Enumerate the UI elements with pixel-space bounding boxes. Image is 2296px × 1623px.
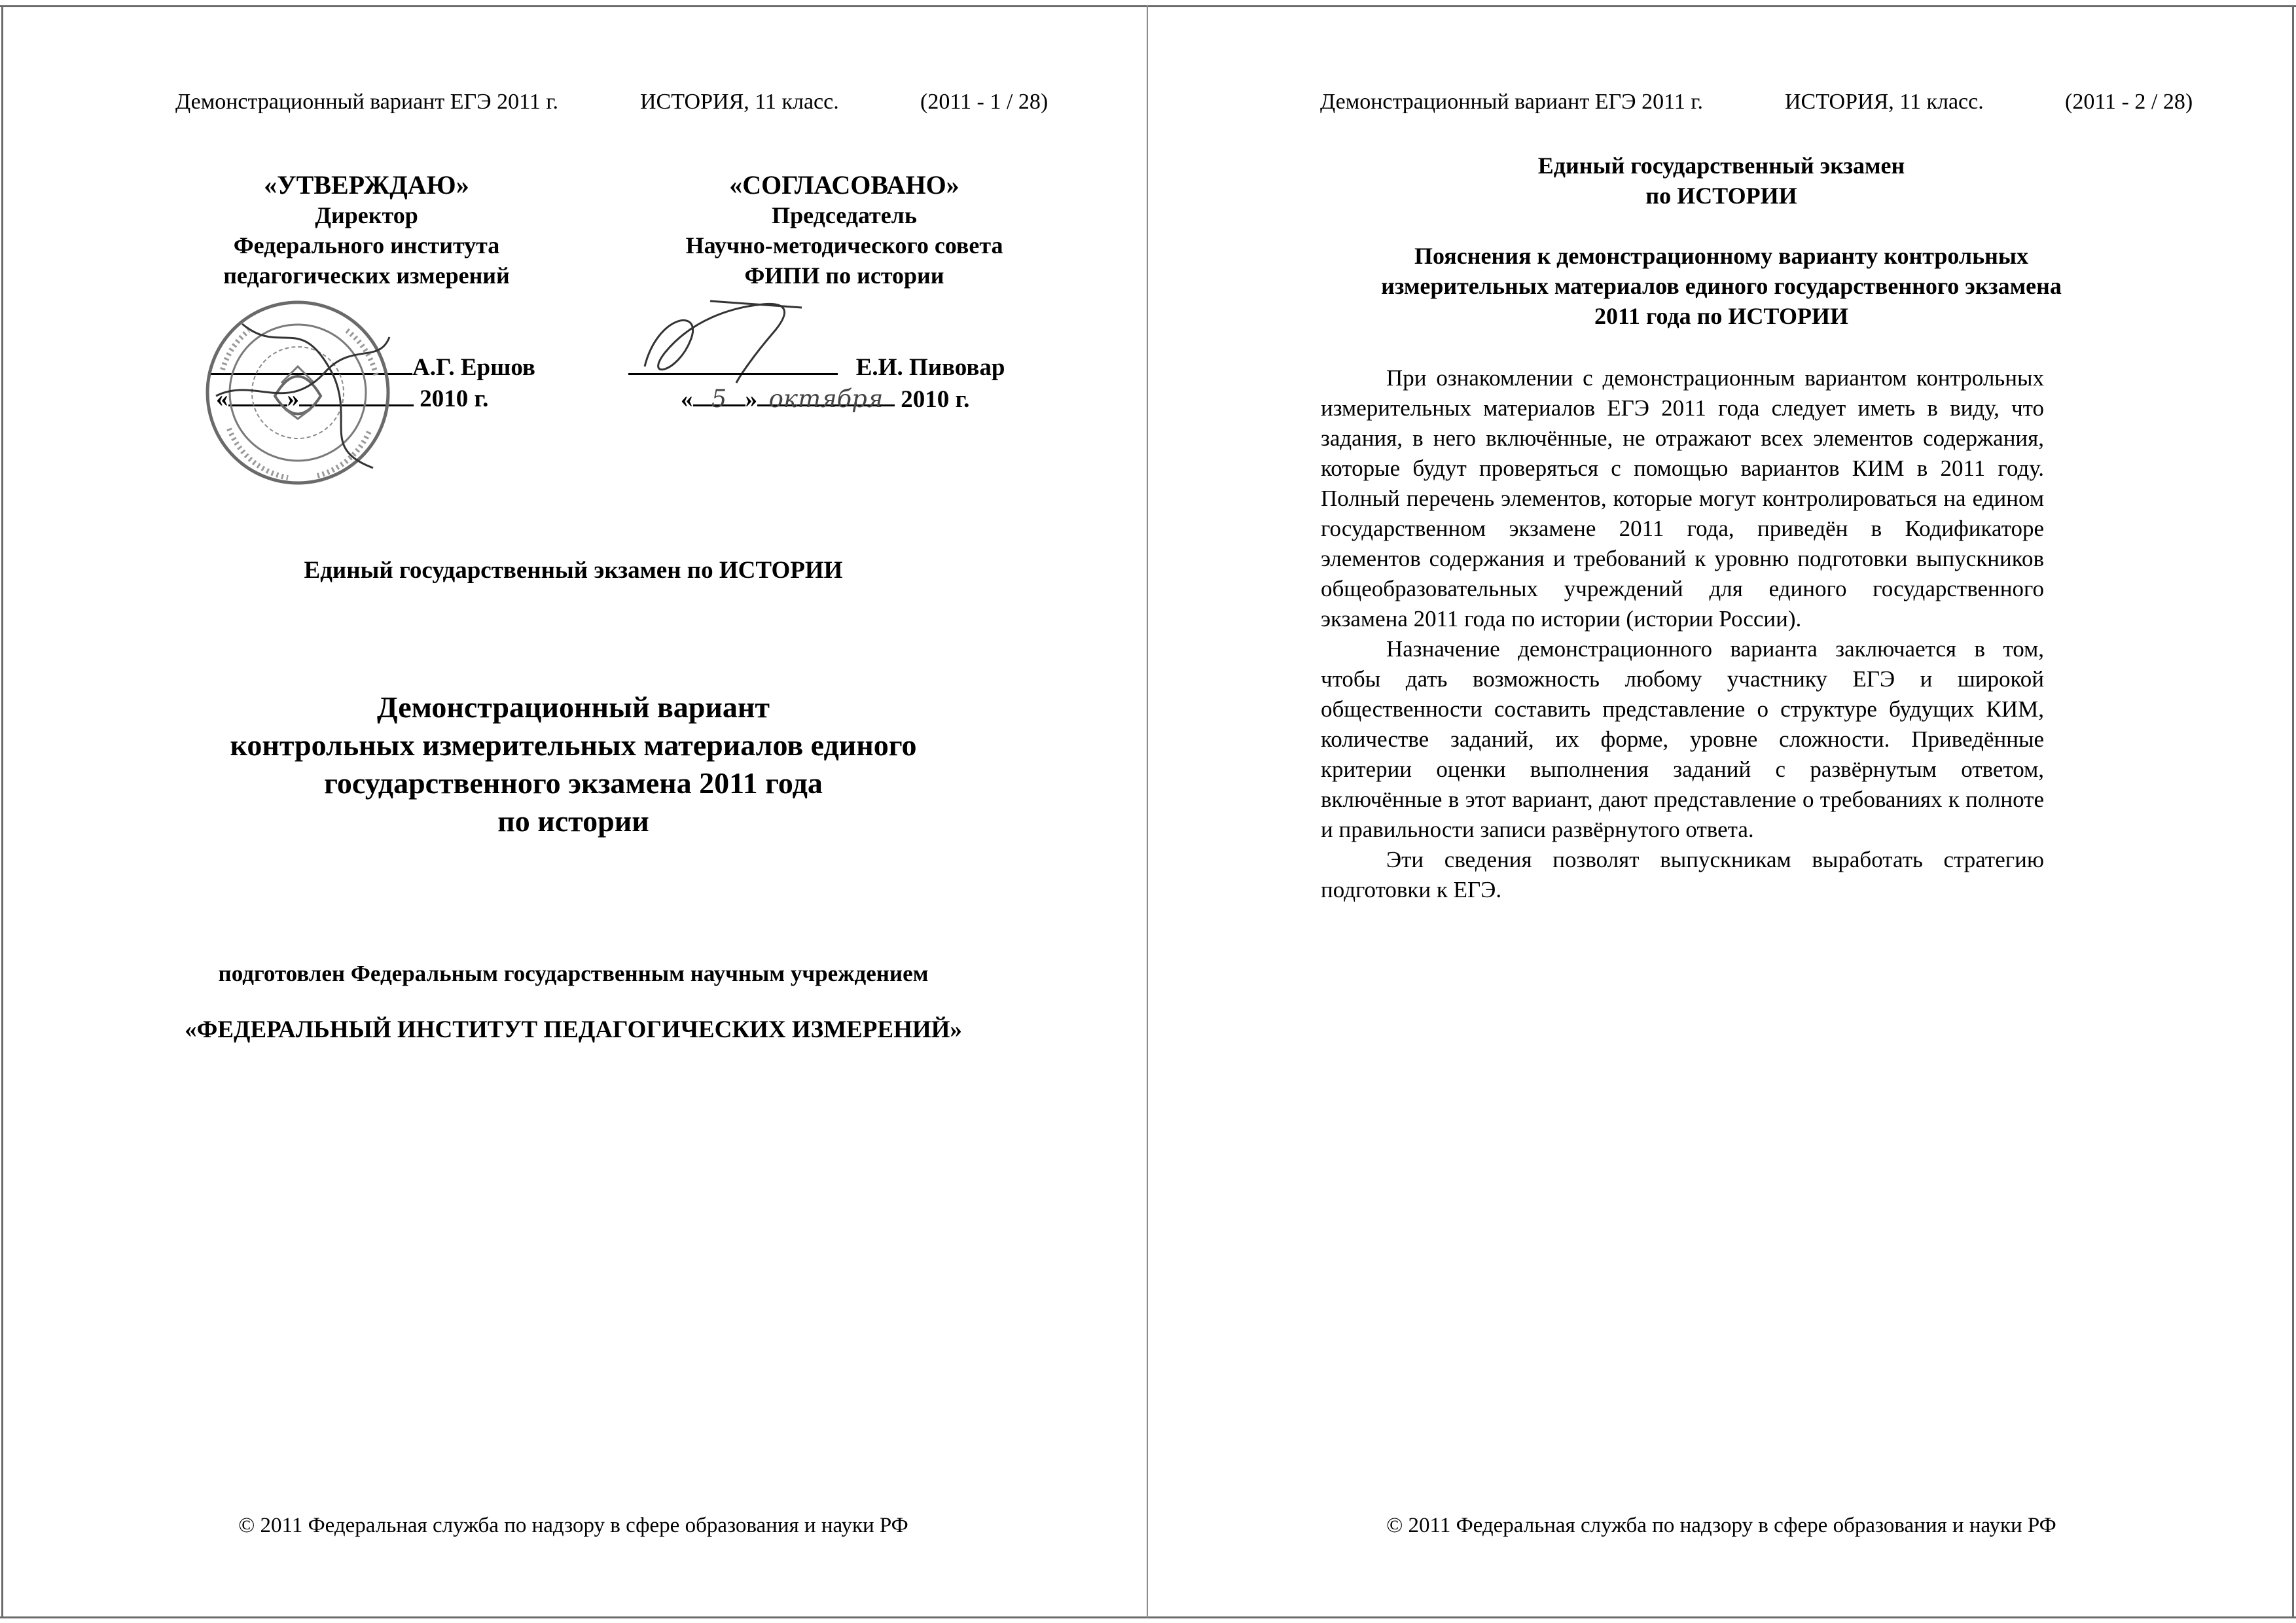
paragraph-3: Эти сведения позволят выпускникам выработать стратегию подготовки к ЕГЭ. bbox=[1321, 847, 2044, 902]
chairman-name: Е.И. Пивовар bbox=[855, 354, 1005, 381]
header-page-number: (2011 - 2 / 28) bbox=[2065, 90, 2193, 114]
demo-title-line-4: по истории bbox=[497, 804, 649, 838]
header-exam: Демонстрационный вариант ЕГЭ 2011 г. bbox=[1320, 90, 1703, 114]
date-quote-open: « bbox=[216, 385, 228, 412]
director-name: А.Г. Ершов bbox=[412, 354, 535, 381]
chairman-signature-line bbox=[628, 353, 1005, 382]
date-quote-close: » bbox=[287, 385, 299, 412]
prepared-by: подготовлен Федеральным государственным научным учреждением bbox=[218, 961, 929, 986]
header-page-number: (2011 - 1 / 28) bbox=[920, 90, 1049, 114]
date-quote-close: » bbox=[745, 386, 757, 413]
exam-heading bbox=[1148, 151, 2295, 211]
approve-role: Директор bbox=[315, 202, 418, 228]
chairman-date-day: 5 bbox=[693, 385, 745, 406]
agreed-title: «СОГЛАСОВАНО» bbox=[729, 170, 960, 200]
exam-heading-line-1: Единый государственный экзамен bbox=[1537, 152, 1905, 179]
exam-title: Единый государственный экзамен по ИСТОРИИ bbox=[304, 557, 843, 584]
demo-title bbox=[0, 688, 1147, 840]
explanation-heading bbox=[1148, 241, 2295, 331]
exam-heading-line-2: по ИСТОРИИ bbox=[1645, 183, 1797, 209]
chairman-date-month: октября bbox=[757, 385, 895, 406]
approve-org-line-2: педагогических измерений bbox=[223, 262, 510, 289]
footer-copyright: © 2011 Федеральная служба по надзору в сфере образования и науки РФ bbox=[1386, 1514, 2056, 1537]
header-exam: Демонстрационный вариант ЕГЭ 2011 г. bbox=[175, 90, 558, 114]
explanation-heading-line-2: измерительных материалов единого государственного экзамена bbox=[1381, 273, 2062, 299]
paragraph-2: Назначение демонстрационного варианта заключается в том, чтобы дать возможность любому участнику ЕГЭ и широкой общественности составить представление о структуре будущих КИМ, количестве заданий, их форме, уровне сложности. Приведённые критерии оценки выполнения заданий с развёрнутым ответом, включённые в этот вариант, дают представление о требованиях к полноте и правильности записи развёрнутого ответа. bbox=[1321, 636, 2044, 842]
footer-copyright: © 2011 Федеральная служба по надзору в сфере образования и науки РФ bbox=[238, 1514, 908, 1537]
approve-title: «УТВЕРЖДАЮ» bbox=[264, 170, 469, 200]
approve-org-line-1: Федерального института bbox=[233, 232, 500, 259]
date-quote-open: « bbox=[681, 386, 693, 413]
official-stamp-icon bbox=[203, 298, 393, 488]
explanation-body bbox=[1321, 363, 2044, 905]
paragraph-1: При ознакомлении с демонстрационным вариантом контрольных измерительных материалов ЕГЭ 2011 года следует иметь в виду, что задания, в него включённые, не отражают всех элементов содержания, которые будут проверяться с помощью вариантов КИМ в 2011 году. Полный перечень элементов, которые могут контролироваться на едином государственном экзамене 2011 года, приведён в Кодификаторе элементов содержания и требований к уровню подготовки выпускников общеобразовательных учреждений для единого государственного экзамена 2011 года по истории (истории России). bbox=[1321, 365, 2044, 632]
approval-block-council bbox=[655, 170, 1034, 291]
header-subject: ИСТОРИЯ, 11 класс. bbox=[640, 90, 839, 114]
explanation-heading-line-3: 2011 года по ИСТОРИИ bbox=[1594, 303, 1848, 329]
approval-block-director bbox=[196, 170, 537, 291]
agreed-role: Председатель bbox=[772, 202, 917, 228]
demo-title-line-2: контрольных измерительных материалов единого bbox=[230, 728, 917, 762]
demo-title-line-3: государственного экзамена 2011 года bbox=[324, 766, 823, 800]
agreed-org-line-2: ФИПИ по истории bbox=[744, 262, 944, 289]
institute-name: «ФЕДЕРАЛЬНЫЙ ИНСТИТУТ ПЕДАГОГИЧЕСКИХ ИЗМЕРЕНИЙ» bbox=[185, 1016, 962, 1043]
page-2 bbox=[1148, 0, 2295, 1623]
chairman-date-line bbox=[681, 385, 969, 414]
chairman-year: 2010 г. bbox=[901, 386, 970, 413]
page-1 bbox=[0, 0, 1147, 1623]
demo-title-line-1: Демонстрационный вариант bbox=[377, 690, 770, 724]
agreed-org-line-1: Научно-методического совета bbox=[685, 232, 1003, 259]
header-subject: ИСТОРИЯ, 11 класс. bbox=[1785, 90, 1984, 114]
explanation-heading-line-1: Пояснения к демонстрационному варианту контрольных bbox=[1414, 243, 2029, 269]
director-year: 2010 г. bbox=[420, 385, 489, 412]
